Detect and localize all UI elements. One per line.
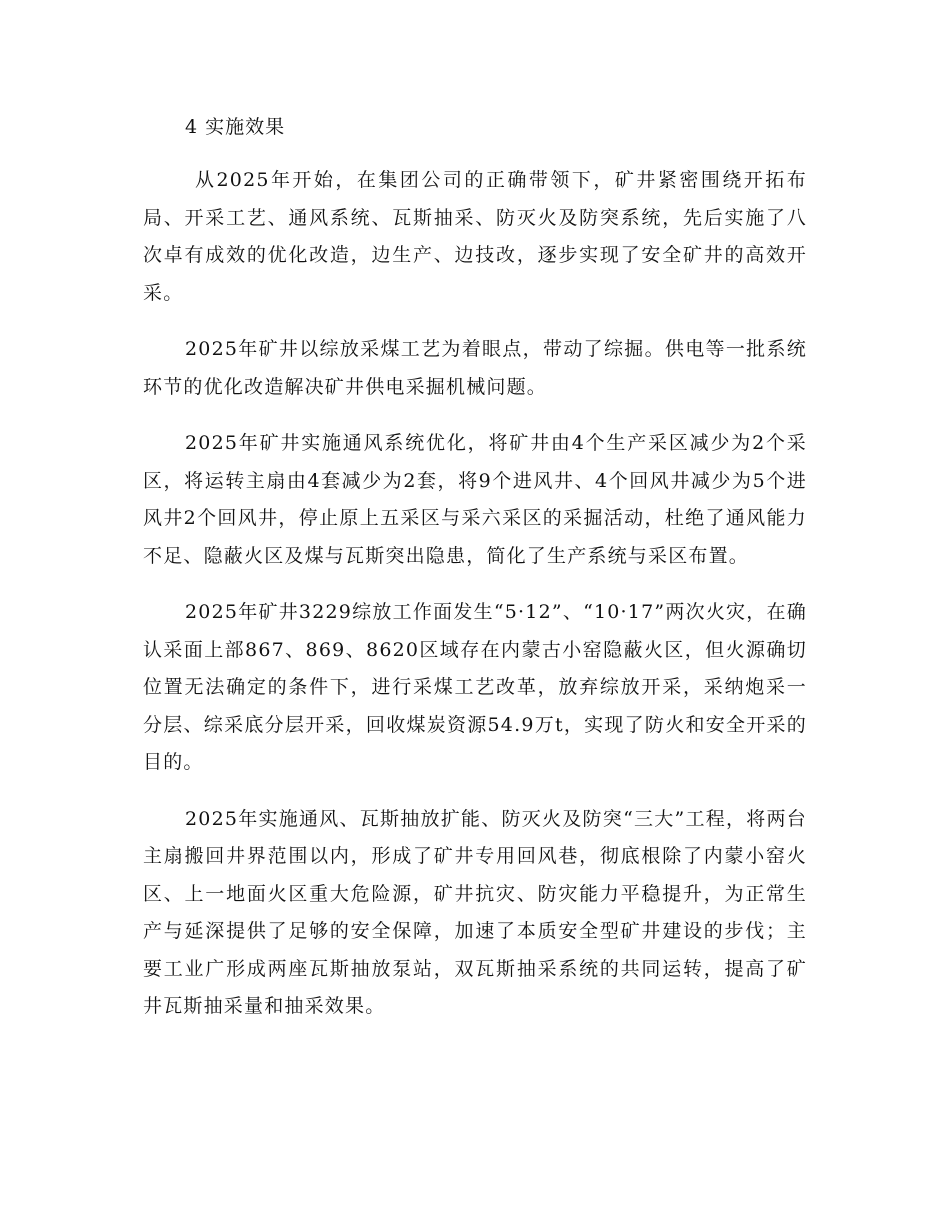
paragraph-ventilation-optimization: 2025年矿井实施通风系统优化，将矿井由4个生产采区减少为2个采区，将运转主扇由4套减少为2套，将9个进风井、4个回风井减少为5个进风井2个回风井，停止原上五采区与采六采区的采掘活动，杜绝了通风能力不足、隐蔽火区及煤与瓦斯突出隐患，简化了生产系统与采区布置。: [143, 432, 807, 567]
paragraph-intro: 从2025年开始，在集团公司的正确带领下，矿井紧密围绕开拓布局、开采工艺、通风系统、瓦斯抽采、防灭火及防突系统，先后实施了八次卓有成效的优化改造，边生产、边技改，逐步实现了安全矿井的高效开采。: [143, 169, 807, 304]
paragraph-fire-incidents: 2025年矿井3229综放工作面发生“5·12”、“10·17”两次火灾，在确认采面上部867、869、8620区域存在内蒙古小窑隐蔽火区，但火源确切位置无法确定的条件下，进行采煤工艺改革，放弃综放开采，采纳炮采一分层、综采底分层开采，回收煤炭资源54.9万t，实现了防火和安全开采的目的。: [143, 601, 807, 773]
paragraph-caving-process: 2025年矿井以综放采煤工艺为着眼点，带动了综掘。供电等一批系统环节的优化改造解决矿井供电采掘机械问题。: [143, 338, 807, 398]
document-body: [143, 108, 807, 1045]
section-heading: 4 实施效果: [185, 116, 286, 138]
paragraph-three-major-projects: 2025年实施通风、瓦斯抽放扩能、防灭火及防突“三大”工程，将两台主扇搬回井界范围以内，形成了矿井专用回风巷，彻底根除了内蒙小窑火区、上一地面火区重大危险源，矿井抗灾、防灾能力平稳提升，为正常生产与延深提供了足够的安全保障，加速了本质安全型矿井建设的步伐；主要工业广形成两座瓦斯抽放泵站，双瓦斯抽采系统的共同运转，提高了矿井瓦斯抽采量和抽采效果。: [143, 807, 807, 1017]
